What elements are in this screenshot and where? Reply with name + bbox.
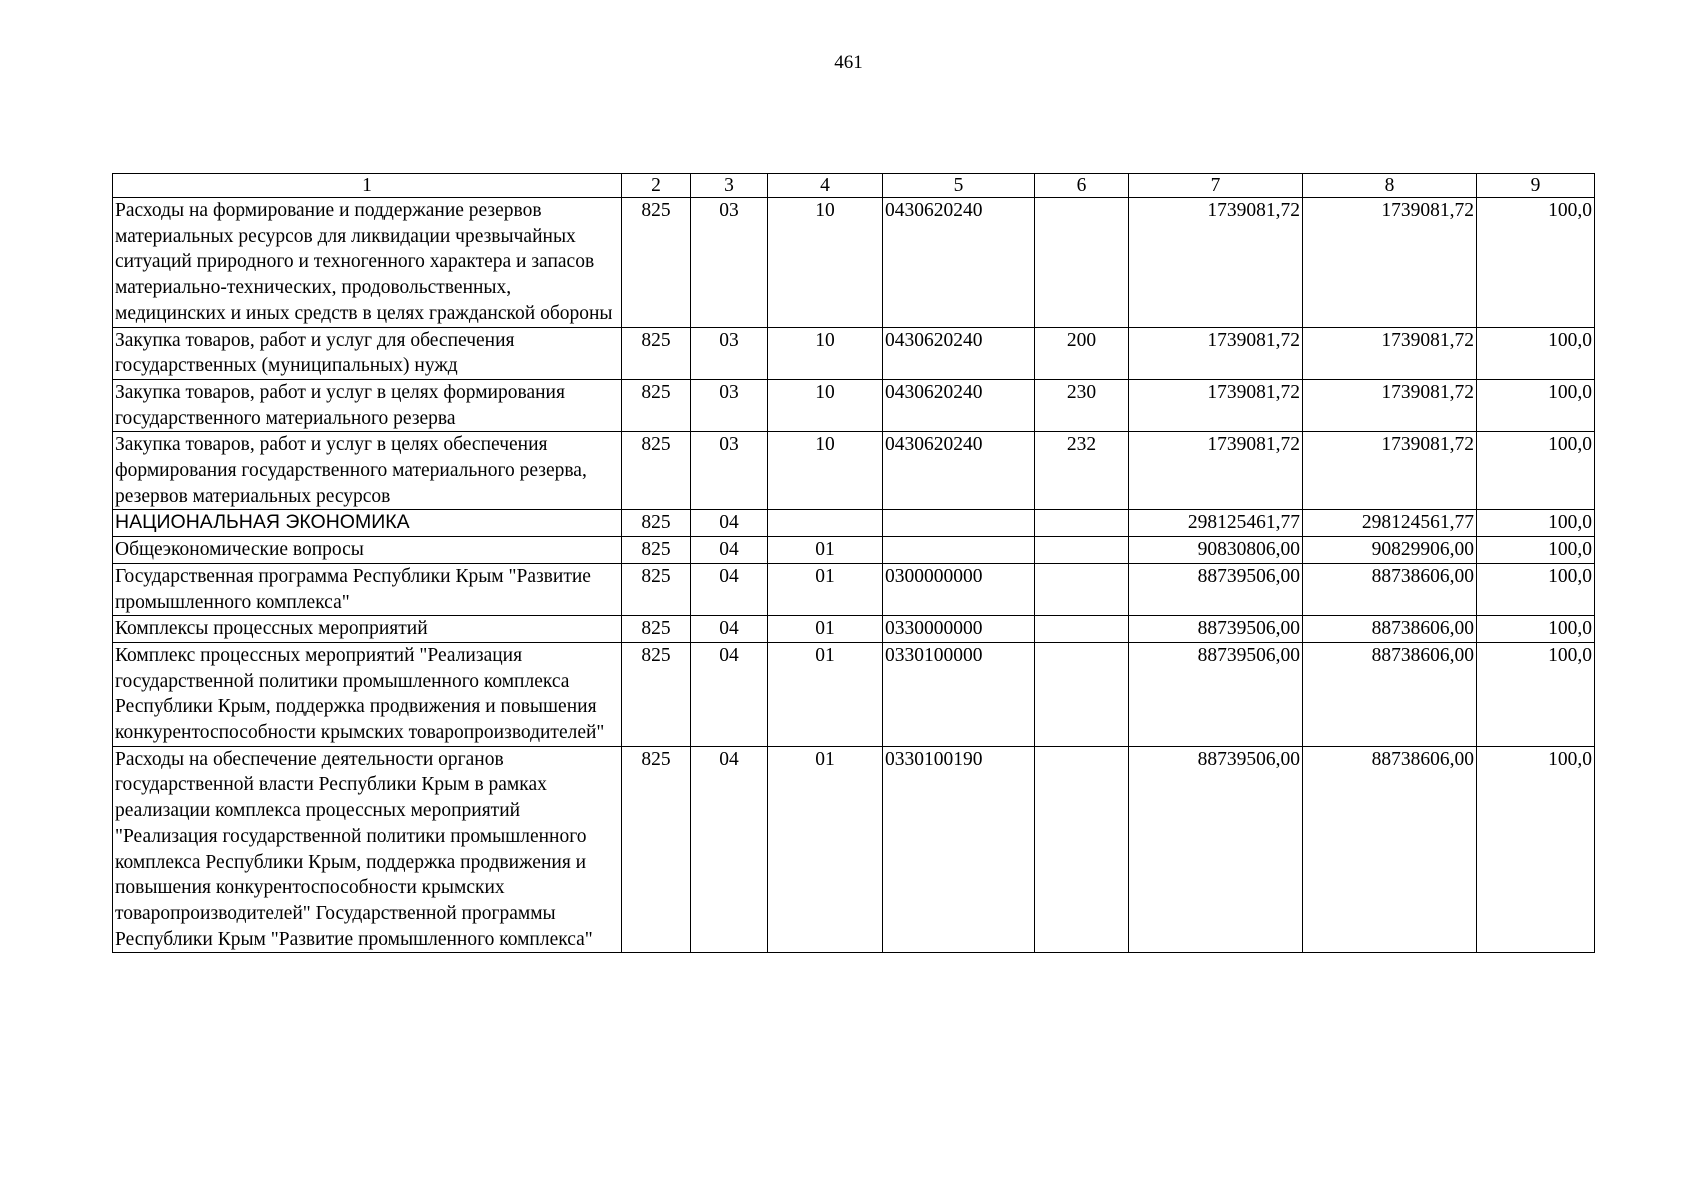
row-target-article: 0430620240 <box>883 327 1035 379</box>
col-header-6: 6 <box>1035 174 1129 198</box>
row-percent: 100,0 <box>1477 537 1595 564</box>
row-percent: 100,0 <box>1477 198 1595 328</box>
row-section: 04 <box>691 642 768 746</box>
row-actual-amount: 88738606,00 <box>1303 642 1477 746</box>
row-expense-type <box>1035 537 1129 564</box>
row-section: 04 <box>691 616 768 643</box>
row-name: Общеэкономические вопросы <box>113 537 622 564</box>
row-plan-amount: 88739506,00 <box>1129 563 1303 615</box>
row-actual-amount: 88738606,00 <box>1303 746 1477 953</box>
row-name: Закупка товаров, работ и услуг для обеспечения государственных (муниципальных) нужд <box>113 327 622 379</box>
row-section: 04 <box>691 510 768 537</box>
table-row <box>113 746 1595 953</box>
row-subsection: 10 <box>768 198 883 328</box>
row-percent: 100,0 <box>1477 563 1595 615</box>
row-plan-amount: 298125461,77 <box>1129 510 1303 537</box>
row-expense-type <box>1035 746 1129 953</box>
col-header-4: 4 <box>768 174 883 198</box>
row-target-article: 0430620240 <box>883 432 1035 510</box>
table-row <box>113 563 1595 615</box>
row-percent: 100,0 <box>1477 327 1595 379</box>
table-row <box>113 327 1595 379</box>
row-name: Расходы на формирование и поддержание резервов материальных ресурсов для ликвидации чрезвычайных ситуаций природного и техногенного характера и запасов материально-технических, продовольственных, медицинских и иных средств в целях гражданской обороны <box>113 198 622 328</box>
table-row <box>113 616 1595 643</box>
row-section: 03 <box>691 379 768 431</box>
row-subsection: 10 <box>768 379 883 431</box>
table-row <box>113 198 1595 328</box>
row-section: 04 <box>691 746 768 953</box>
row-expense-type <box>1035 616 1129 643</box>
row-section: 03 <box>691 432 768 510</box>
row-target-article: 0330000000 <box>883 616 1035 643</box>
row-percent: 100,0 <box>1477 510 1595 537</box>
row-name: Комплекс процессных мероприятий "Реализация государственной политики промышленного комплекса Республики Крым, поддержка продвижения и повышения конкурентоспособности крымских товаропроизводителей" <box>113 642 622 746</box>
row-actual-amount: 90829906,00 <box>1303 537 1477 564</box>
col-header-9: 9 <box>1477 174 1595 198</box>
row-name: Комплексы процессных мероприятий <box>113 616 622 643</box>
table-row <box>113 642 1595 746</box>
row-grbs: 825 <box>622 616 691 643</box>
row-target-article: 0330100000 <box>883 642 1035 746</box>
row-percent: 100,0 <box>1477 616 1595 643</box>
budget-table <box>112 173 1595 953</box>
table-row <box>113 432 1595 510</box>
row-percent: 100,0 <box>1477 642 1595 746</box>
row-percent: 100,0 <box>1477 432 1595 510</box>
row-actual-amount: 1739081,72 <box>1303 198 1477 328</box>
row-actual-amount: 88738606,00 <box>1303 563 1477 615</box>
row-grbs: 825 <box>622 198 691 328</box>
col-header-7: 7 <box>1129 174 1303 198</box>
col-header-3: 3 <box>691 174 768 198</box>
row-actual-amount: 88738606,00 <box>1303 616 1477 643</box>
row-plan-amount: 1739081,72 <box>1129 432 1303 510</box>
row-expense-type: 232 <box>1035 432 1129 510</box>
col-header-8: 8 <box>1303 174 1477 198</box>
row-target-article: 0330100190 <box>883 746 1035 953</box>
row-expense-type: 230 <box>1035 379 1129 431</box>
table-row <box>113 537 1595 564</box>
row-target-article: 0300000000 <box>883 563 1035 615</box>
row-name: Закупка товаров, работ и услуг в целях формирования государственного материального резерва <box>113 379 622 431</box>
row-target-article <box>883 510 1035 537</box>
row-percent: 100,0 <box>1477 379 1595 431</box>
row-plan-amount: 88739506,00 <box>1129 616 1303 643</box>
row-grbs: 825 <box>622 327 691 379</box>
row-plan-amount: 1739081,72 <box>1129 198 1303 328</box>
row-actual-amount: 1739081,72 <box>1303 327 1477 379</box>
row-target-article: 0430620240 <box>883 198 1035 328</box>
row-expense-type <box>1035 198 1129 328</box>
row-actual-amount: 1739081,72 <box>1303 432 1477 510</box>
row-percent: 100,0 <box>1477 746 1595 953</box>
row-actual-amount: 298124561,77 <box>1303 510 1477 537</box>
table-row <box>113 379 1595 431</box>
page-number: 461 <box>834 52 863 73</box>
row-plan-amount: 1739081,72 <box>1129 379 1303 431</box>
col-header-5: 5 <box>883 174 1035 198</box>
row-section: 03 <box>691 198 768 328</box>
row-subsection: 01 <box>768 642 883 746</box>
row-grbs: 825 <box>622 379 691 431</box>
row-name: Закупка товаров, работ и услуг в целях обеспечения формирования государственного материального резерва, резервов материальных ресурсов <box>113 432 622 510</box>
table-row <box>113 510 1595 537</box>
row-name: Государственная программа Республики Крым "Развитие промышленного комплекса" <box>113 563 622 615</box>
row-target-article <box>883 537 1035 564</box>
row-section: 04 <box>691 563 768 615</box>
row-subsection: 01 <box>768 563 883 615</box>
row-plan-amount: 88739506,00 <box>1129 746 1303 953</box>
row-section: 04 <box>691 537 768 564</box>
row-target-article: 0430620240 <box>883 379 1035 431</box>
row-name: Расходы на обеспечение деятельности органов государственной власти Республики Крым в рамках реализации комплекса процессных мероприятий "Реализация государственной политики промышленного комплекса Республики Крым, поддержка продвижения и повышения конкурентоспособности крымских товаропроизводителей" Государственной программы Республики Крым "Развитие промышленного комплекса" <box>113 746 622 953</box>
row-subsection: 10 <box>768 327 883 379</box>
col-header-1: 1 <box>113 174 622 198</box>
col-header-2: 2 <box>622 174 691 198</box>
row-grbs: 825 <box>622 510 691 537</box>
row-name: НАЦИОНАЛЬНАЯ ЭКОНОМИКА <box>113 510 622 537</box>
row-plan-amount: 1739081,72 <box>1129 327 1303 379</box>
row-expense-type <box>1035 642 1129 746</box>
header-row <box>113 174 1595 198</box>
row-actual-amount: 1739081,72 <box>1303 379 1477 431</box>
row-grbs: 825 <box>622 432 691 510</box>
row-subsection <box>768 510 883 537</box>
row-subsection: 01 <box>768 746 883 953</box>
row-plan-amount: 88739506,00 <box>1129 642 1303 746</box>
row-expense-type: 200 <box>1035 327 1129 379</box>
row-expense-type <box>1035 563 1129 615</box>
row-grbs: 825 <box>622 746 691 953</box>
row-grbs: 825 <box>622 642 691 746</box>
row-section: 03 <box>691 327 768 379</box>
row-grbs: 825 <box>622 537 691 564</box>
row-subsection: 01 <box>768 537 883 564</box>
row-plan-amount: 90830806,00 <box>1129 537 1303 564</box>
row-subsection: 01 <box>768 616 883 643</box>
row-grbs: 825 <box>622 563 691 615</box>
row-subsection: 10 <box>768 432 883 510</box>
row-expense-type <box>1035 510 1129 537</box>
